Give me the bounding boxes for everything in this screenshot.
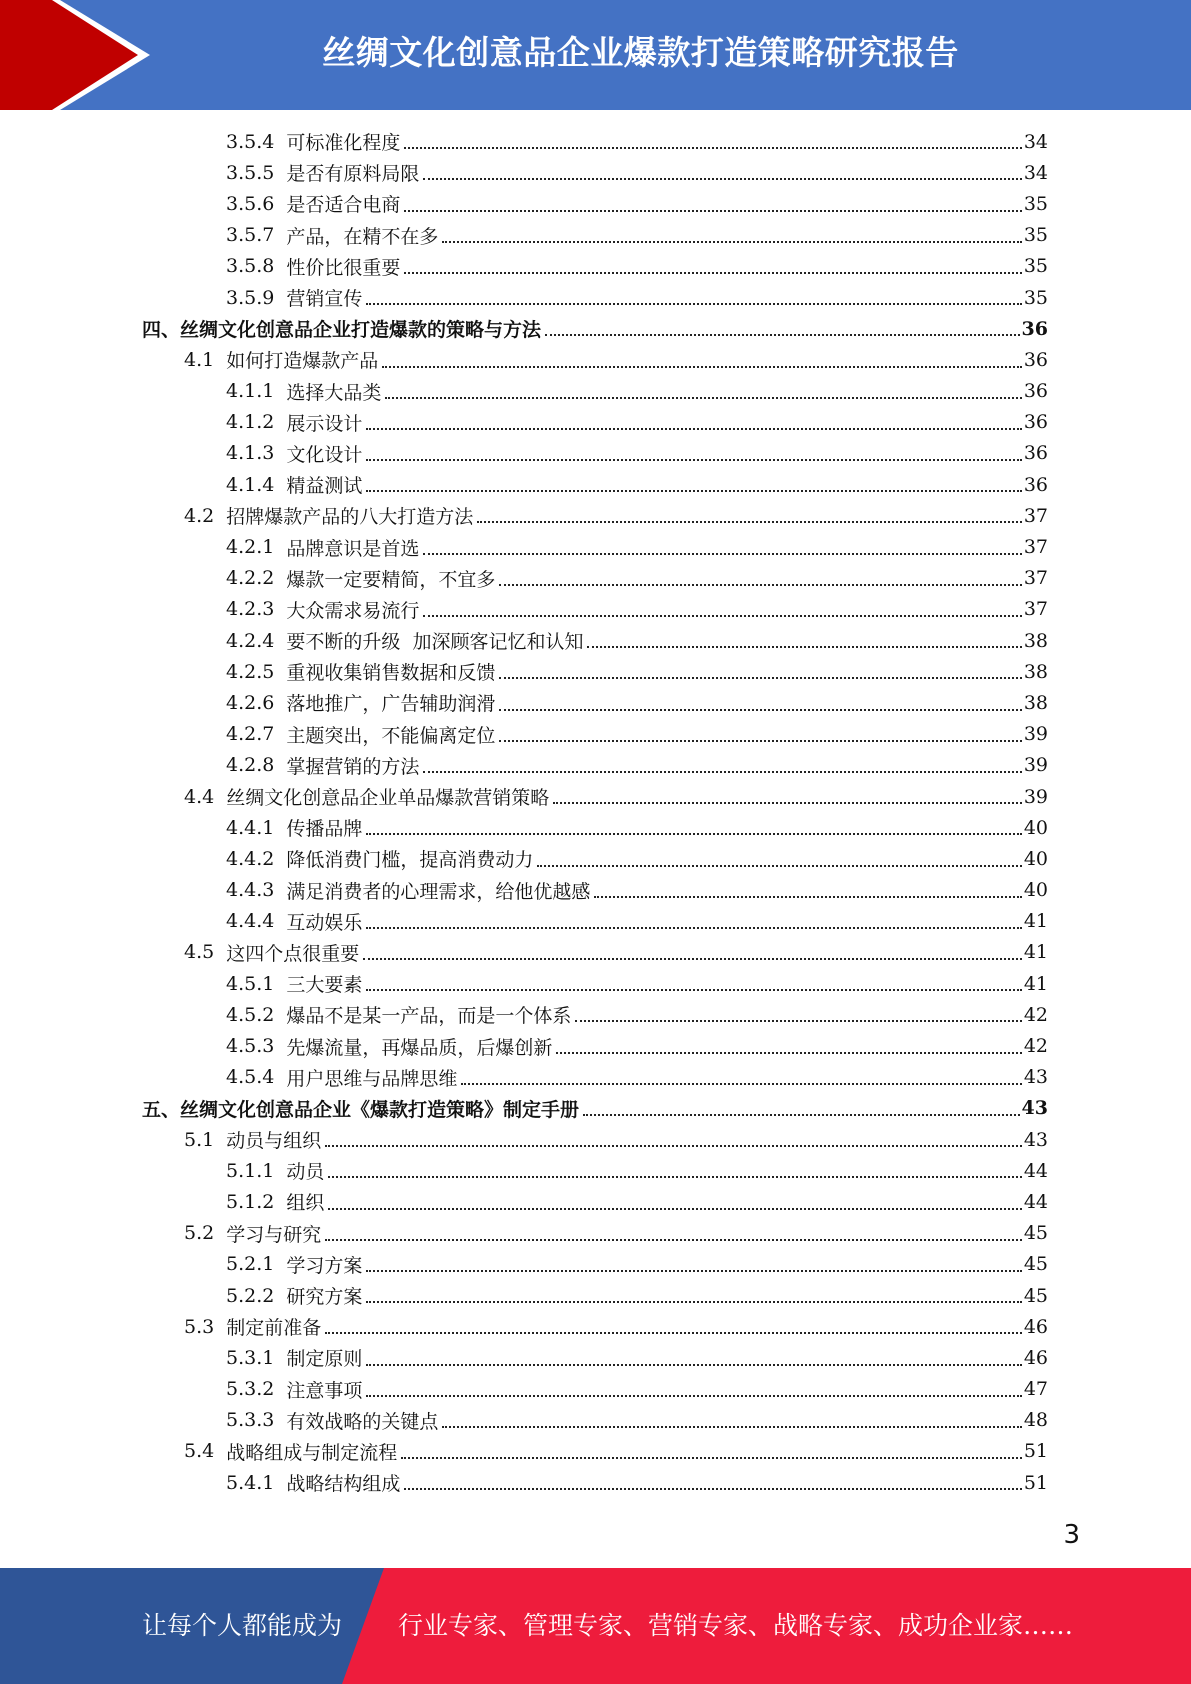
toc-entry-page: 45: [1023, 1284, 1048, 1307]
toc-entry-number: 四、: [142, 319, 181, 342]
toc-leader-dots: [366, 989, 1021, 991]
toc-entry-page: 46: [1023, 1315, 1048, 1338]
toc-entry-title: 制定原则: [286, 1348, 363, 1371]
toc-entry-page: 36: [1023, 442, 1048, 465]
toc-entry-title: 是否有原料局限: [286, 163, 420, 186]
toc-leader-dots: [401, 1457, 1022, 1459]
toc-entry-page: 35: [1023, 255, 1048, 278]
toc-entry-page: 38: [1023, 660, 1048, 683]
toc-entry-number: 5.3.2: [226, 1378, 275, 1401]
toc-entry-page: 41: [1023, 910, 1048, 933]
toc-entry-number: 4.5.2: [226, 1003, 275, 1026]
toc-entry-title: 学习与研究: [226, 1223, 322, 1246]
toc-leader-dots: [366, 459, 1021, 461]
toc-entry-number: 5.2.1: [226, 1253, 275, 1276]
toc-entry-title: 品牌意识是首选: [286, 537, 420, 560]
toc-entry-title: 爆品不是某一产品，而是一个体系: [286, 1005, 572, 1028]
toc-entry-page: 37: [1023, 504, 1048, 527]
toc-entry-number: 5.3: [184, 1315, 215, 1338]
toc-entry-title: 丝绸文化创意品企业打造爆款的策略与方法: [180, 319, 542, 342]
toc-entry[interactable]: [0, 1218, 1191, 1249]
footer-slogan-right: 行业专家、管理专家、营销专家、战略专家、成功企业家……: [398, 1611, 1074, 1640]
toc-entry-number: 5.2: [184, 1222, 215, 1245]
toc-leader-dots: [553, 802, 1022, 804]
toc-entry-title: 要不断的升级 加深顾客记忆和认知: [286, 631, 584, 654]
toc-leader-dots: [587, 646, 1021, 648]
toc-entry-page: 44: [1023, 1190, 1048, 1213]
toc-entry-page: 36: [1023, 380, 1048, 403]
toc-entry-page: 43: [1021, 1097, 1048, 1120]
toc-entry-title: 动员与组织: [226, 1130, 322, 1153]
toc-entry-page: 35: [1023, 286, 1048, 309]
toc-entry[interactable]: [0, 1405, 1191, 1436]
toc-entry[interactable]: [0, 656, 1191, 687]
toc-entry-title: 精益测试: [286, 475, 363, 498]
toc-entry-page: 41: [1023, 972, 1048, 995]
toc-entry[interactable]: [0, 469, 1191, 500]
toc-entry-page: 40: [1023, 847, 1048, 870]
toc-entry-title: 降低消费门槛，提高消费动力: [286, 849, 534, 872]
toc-entry-number: 5.4.1: [226, 1471, 275, 1494]
toc-entry-number: 4.5.1: [226, 972, 275, 995]
toc-entry[interactable]: [0, 563, 1191, 594]
toc-entry-title: 选择大品类: [286, 381, 382, 404]
toc-entry[interactable]: [0, 1467, 1191, 1498]
toc-leader-dots: [442, 241, 1021, 243]
toc-entry[interactable]: [0, 220, 1191, 251]
toc-entry-page: 34: [1023, 161, 1048, 184]
toc-leader-dots: [366, 927, 1021, 929]
toc-entry-number: 4.1: [184, 348, 215, 371]
toc-entry[interactable]: [0, 906, 1191, 937]
toc-entry[interactable]: [0, 344, 1191, 375]
toc-entry[interactable]: [0, 1062, 1191, 1093]
toc-leader-dots: [325, 1239, 1022, 1241]
toc-entry-number: 3.5.7: [226, 224, 275, 247]
toc-entry-title: 制定前准备: [226, 1317, 322, 1340]
toc-leader-dots: [499, 709, 1021, 711]
toc-entry-title: 可标准化程度: [286, 132, 401, 155]
toc-entry-page: 41: [1023, 941, 1048, 964]
toc-entry-page: 46: [1023, 1346, 1048, 1369]
toc-entry-title: 重视收集销售数据和反馈: [286, 662, 496, 685]
toc-entry-number: 4.4.3: [226, 879, 275, 902]
toc-entry-title: 大众需求易流行: [286, 599, 420, 622]
toc-entry-title: 爆款一定要精简，不宜多: [286, 568, 496, 591]
toc-entry-title: 产品，在精不在多: [286, 225, 439, 248]
toc-leader-dots: [404, 210, 1021, 212]
toc-entry-number: 3.5.9: [226, 286, 275, 309]
toc-entry[interactable]: [0, 719, 1191, 750]
toc-entry-number: 4.2.3: [226, 598, 275, 621]
toc-entry-number: 4.1.3: [226, 442, 275, 465]
toc-entry-number: 4.5.4: [226, 1066, 275, 1089]
toc-entry[interactable]: [0, 1030, 1191, 1061]
toc-entry-number: 3.5.4: [226, 130, 275, 153]
toc-entry[interactable]: [0, 687, 1191, 718]
toc-leader-dots: [363, 958, 1022, 960]
toc-entry[interactable]: [0, 1155, 1191, 1186]
toc-entry-title: 三大要素: [286, 974, 363, 997]
toc-entry-page: 35: [1023, 192, 1048, 215]
toc-entry-title: 掌握营销的方法: [286, 755, 420, 778]
toc-entry-page: 45: [1023, 1253, 1048, 1276]
toc-entry[interactable]: [0, 1093, 1191, 1124]
toc-entry-number: 4.5.3: [226, 1035, 275, 1058]
toc-leader-dots: [537, 865, 1021, 867]
page-header: [0, 0, 1191, 110]
toc-entry[interactable]: [0, 188, 1191, 219]
toc-entry-number: 3.5.8: [226, 255, 275, 278]
toc-entry-number: 4.4.2: [226, 847, 275, 870]
toc-entry[interactable]: [0, 625, 1191, 656]
toc-entry-page: 47: [1023, 1378, 1048, 1401]
toc-entry[interactable]: [0, 1186, 1191, 1217]
toc-entry-number: 4.2.2: [226, 567, 275, 590]
toc-entry-title: 展示设计: [286, 412, 363, 435]
page-footer: [0, 1568, 1191, 1684]
toc-entry[interactable]: [0, 407, 1191, 438]
toc-entry-page: 34: [1023, 130, 1048, 153]
toc-entry-page: 38: [1023, 629, 1048, 652]
toc-entry-title: 有效战略的关键点: [286, 1410, 439, 1433]
toc-leader-dots: [366, 490, 1021, 492]
toc-leader-dots: [404, 272, 1021, 274]
table-of-contents: [0, 126, 1191, 1498]
toc-entry-number: 3.5.5: [226, 161, 275, 184]
toc-entry-title: 战略结构组成: [286, 1473, 401, 1496]
toc-entry-title: 如何打造爆款产品: [226, 350, 379, 373]
toc-entry-page: 40: [1023, 879, 1048, 902]
toc-entry-page: 38: [1023, 691, 1048, 714]
toc-leader-dots: [366, 833, 1021, 835]
toc-entry[interactable]: [0, 750, 1191, 781]
toc-entry-number: 五、: [142, 1098, 181, 1121]
chevron-arrow-icon: [0, 0, 160, 110]
toc-entry-title: 丝绸文化创意品企业《爆款打造策略》制定手册: [180, 1098, 580, 1121]
toc-entry-page: 36: [1023, 473, 1048, 496]
toc-leader-dots: [385, 397, 1021, 399]
toc-leader-dots: [366, 1301, 1021, 1303]
toc-entry-title: 丝绸文化创意品企业单品爆款营销策略: [226, 787, 550, 810]
toc-entry-number: 4.2: [184, 504, 215, 527]
toc-entry-page: 37: [1023, 536, 1048, 559]
toc-entry[interactable]: [0, 126, 1191, 157]
toc-entry[interactable]: [0, 812, 1191, 843]
toc-leader-dots: [556, 1052, 1021, 1054]
toc-entry-title: 这四个点很重要: [226, 942, 360, 965]
toc-entry[interactable]: [0, 1436, 1191, 1467]
toc-entry-number: 4.2.6: [226, 691, 275, 714]
toc-entry-number: 5.2.2: [226, 1284, 275, 1307]
toc-leader-dots: [328, 1208, 1021, 1210]
toc-leader-dots: [423, 771, 1021, 773]
toc-entry-page: 43: [1023, 1128, 1048, 1151]
toc-leader-dots: [382, 366, 1022, 368]
toc-entry-title: 用户思维与品牌思维: [286, 1067, 458, 1090]
toc-entry-title: 互动娱乐: [286, 911, 363, 934]
toc-entry-number: 4.4.4: [226, 910, 275, 933]
toc-entry-page: 51: [1023, 1471, 1048, 1494]
toc-entry-number: 3.5.6: [226, 192, 275, 215]
toc-leader-dots: [499, 740, 1021, 742]
toc-entry-page: 36: [1023, 411, 1048, 434]
toc-leader-dots: [366, 303, 1021, 305]
toc-entry-title: 研究方案: [286, 1286, 363, 1309]
toc-entry-number: 5.1.2: [226, 1190, 275, 1213]
toc-entry[interactable]: [0, 937, 1191, 968]
toc-entry[interactable]: [0, 438, 1191, 469]
document-title: 丝绸文化创意品企业爆款打造策略研究报告: [322, 33, 959, 72]
toc-entry-page: 43: [1023, 1066, 1048, 1089]
toc-entry[interactable]: [0, 843, 1191, 874]
toc-entry-page: 44: [1023, 1159, 1048, 1182]
toc-leader-dots: [366, 1395, 1021, 1397]
toc-entry-page: 40: [1023, 816, 1048, 839]
toc-entry-title: 招牌爆款产品的八大打造方法: [226, 506, 474, 529]
toc-entry[interactable]: [0, 282, 1191, 313]
toc-leader-dots: [442, 1426, 1021, 1428]
toc-entry-title: 营销宣传: [286, 288, 363, 311]
toc-leader-dots: [499, 677, 1021, 679]
toc-leader-dots: [575, 1020, 1021, 1022]
toc-entry-page: 39: [1023, 754, 1048, 777]
toc-entry-number: 4.5: [184, 941, 215, 964]
toc-entry-title: 战略组成与制定流程: [226, 1441, 398, 1464]
toc-entry-page: 45: [1023, 1222, 1048, 1245]
toc-leader-dots: [423, 553, 1021, 555]
toc-entry[interactable]: [0, 1342, 1191, 1373]
toc-entry[interactable]: [0, 1280, 1191, 1311]
toc-entry-title: 先爆流量，再爆品质，后爆创新: [286, 1036, 553, 1059]
toc-leader-dots: [583, 1114, 1020, 1116]
toc-leader-dots: [325, 1145, 1022, 1147]
toc-entry-number: 4.1.1: [226, 380, 275, 403]
toc-leader-dots: [477, 521, 1022, 523]
toc-entry-page: 51: [1023, 1440, 1048, 1463]
toc-entry[interactable]: [0, 1311, 1191, 1342]
toc-entry-title: 性价比很重要: [286, 256, 401, 279]
toc-entry-number: 4.1.2: [226, 411, 275, 434]
toc-leader-dots: [325, 1332, 1022, 1334]
toc-leader-dots: [594, 896, 1021, 898]
toc-leader-dots: [404, 1488, 1021, 1490]
toc-entry-title: 传播品牌: [286, 818, 363, 841]
toc-entry-number: 5.3.1: [226, 1346, 275, 1369]
toc-entry[interactable]: [0, 1249, 1191, 1280]
toc-leader-dots: [366, 1364, 1021, 1366]
toc-entry-page: 39: [1023, 723, 1048, 746]
toc-entry-number: 4.2.4: [226, 629, 275, 652]
toc-entry-page: 36: [1023, 348, 1048, 371]
toc-entry-title: 组织: [286, 1192, 325, 1215]
toc-entry[interactable]: [0, 531, 1191, 562]
toc-entry[interactable]: [0, 1124, 1191, 1155]
toc-entry[interactable]: [0, 781, 1191, 812]
toc-entry[interactable]: [0, 968, 1191, 999]
toc-entry-page: 37: [1023, 567, 1048, 590]
toc-leader-dots: [366, 1270, 1021, 1272]
toc-entry[interactable]: [0, 875, 1191, 906]
toc-entry-title: 注意事项: [286, 1379, 363, 1402]
toc-leader-dots: [545, 334, 1020, 336]
toc-entry[interactable]: [0, 313, 1191, 344]
toc-leader-dots: [328, 1176, 1021, 1178]
toc-entry-title: 文化设计: [286, 443, 363, 466]
toc-entry[interactable]: [0, 251, 1191, 282]
toc-entry-number: 4.1.4: [226, 473, 275, 496]
toc-entry-title: 满足消费者的心理需求，给他优越感: [286, 880, 591, 903]
toc-leader-dots: [404, 147, 1021, 149]
toc-entry-page: 48: [1023, 1409, 1048, 1432]
toc-entry[interactable]: [0, 999, 1191, 1030]
toc-entry-page: 36: [1021, 317, 1048, 340]
toc-entry[interactable]: [0, 376, 1191, 407]
toc-entry-number: 4.4.1: [226, 816, 275, 839]
toc-entry[interactable]: [0, 157, 1191, 188]
toc-entry-number: 5.1.1: [226, 1159, 275, 1182]
toc-entry-page: 35: [1023, 224, 1048, 247]
toc-leader-dots: [423, 615, 1021, 617]
toc-entry-title: 动员: [286, 1161, 325, 1184]
toc-entry-number: 4.2.8: [226, 754, 275, 777]
toc-entry-number: 5.4: [184, 1440, 215, 1463]
toc-leader-dots: [461, 1083, 1021, 1085]
toc-entry-page: 39: [1023, 785, 1048, 808]
toc-leader-dots: [423, 178, 1021, 180]
toc-entry[interactable]: [0, 1374, 1191, 1405]
toc-entry-title: 落地推广，广告辅助润滑: [286, 693, 496, 716]
toc-entry-title: 学习方案: [286, 1254, 363, 1277]
toc-entry-title: 是否适合电商: [286, 194, 401, 217]
toc-entry-number: 4.4: [184, 785, 215, 808]
toc-entry-number: 4.2.5: [226, 660, 275, 683]
toc-entry-number: 5.3.3: [226, 1409, 275, 1432]
toc-entry-page: 37: [1023, 598, 1048, 621]
footer-slogan-left: 让每个人都能成为: [142, 1611, 343, 1640]
toc-entry-number: 4.2.1: [226, 536, 275, 559]
toc-entry[interactable]: [0, 594, 1191, 625]
toc-entry-title: 主题突出，不能偏离定位: [286, 724, 496, 747]
toc-entry-number: 4.2.7: [226, 723, 275, 746]
page-number: 3: [1063, 1520, 1080, 1550]
toc-entry-page: 42: [1023, 1003, 1048, 1026]
toc-leader-dots: [366, 428, 1021, 430]
toc-entry[interactable]: [0, 500, 1191, 531]
toc-entry-page: 42: [1023, 1035, 1048, 1058]
toc-leader-dots: [499, 584, 1021, 586]
toc-entry-number: 5.1: [184, 1128, 215, 1151]
